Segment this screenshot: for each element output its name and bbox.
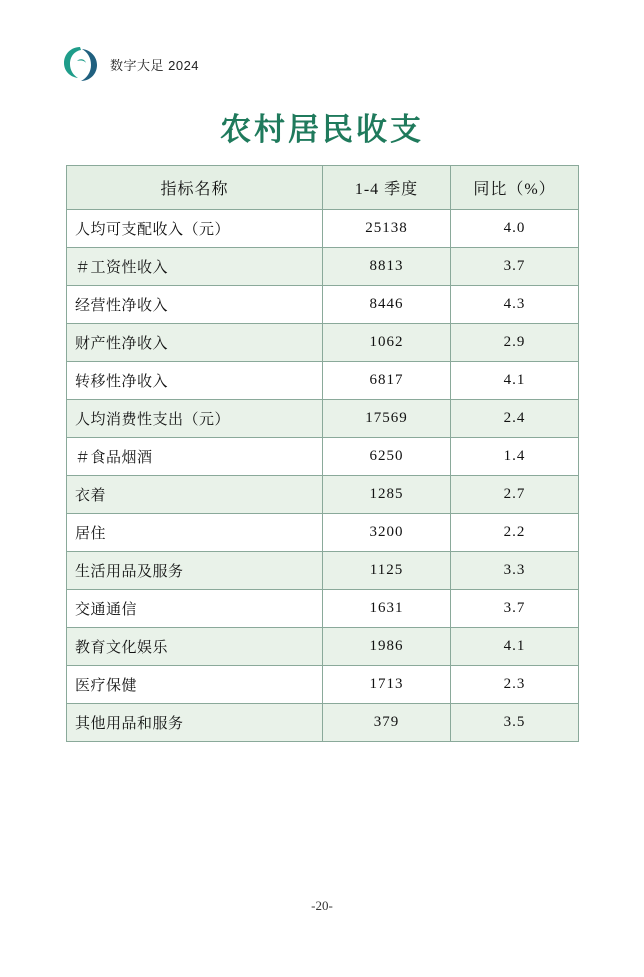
row-yoy: 4.1 [451,628,579,666]
row-value: 8446 [323,286,451,324]
row-yoy: 3.5 [451,704,579,742]
table-row [67,628,579,666]
table-header-row [67,166,579,210]
row-yoy: 2.3 [451,666,579,704]
leaf-swirl-logo-icon [60,44,100,84]
row-value: 17569 [323,400,451,438]
row-label: 人均可支配收入（元） [67,210,323,248]
row-label: 交通通信 [67,590,323,628]
column-header-yoy: 同比（%） [451,166,579,210]
table-row [67,362,579,400]
row-value: 8813 [323,248,451,286]
table-row [67,248,579,286]
row-label: 衣着 [67,476,323,514]
brand-label: 数字大足 2024 [110,57,200,73]
row-label: 财产性净收入 [67,324,323,362]
table-row [67,324,579,362]
table-row [67,666,579,704]
row-label: 医疗保健 [67,666,323,704]
row-value: 379 [323,704,451,742]
row-label: ＃工资性收入 [67,248,323,286]
table-row [67,514,579,552]
page-title: 农村居民收支 [220,112,424,147]
table-row [67,438,579,476]
row-label: ＃食品烟酒 [67,438,323,476]
row-value: 6817 [323,362,451,400]
row-yoy: 3.7 [451,590,579,628]
row-value: 1125 [323,552,451,590]
row-value: 1631 [323,590,451,628]
row-yoy: 4.0 [451,210,579,248]
row-value: 3200 [323,514,451,552]
table-row [67,286,579,324]
row-yoy: 4.1 [451,362,579,400]
row-label: 生活用品及服务 [67,552,323,590]
table-row [67,210,579,248]
table-row [67,476,579,514]
row-yoy: 3.3 [451,552,579,590]
row-yoy: 2.2 [451,514,579,552]
row-label: 转移性净收入 [67,362,323,400]
row-value: 1986 [323,628,451,666]
column-header-indicator: 指标名称 [67,166,323,210]
table-row [67,552,579,590]
page-number: -20- [311,898,333,913]
row-value: 25138 [323,210,451,248]
column-header-period: 1-4 季度 [323,166,451,210]
row-label: 其他用品和服务 [67,704,323,742]
row-yoy: 3.7 [451,248,579,286]
row-label: 居住 [67,514,323,552]
row-value: 1062 [323,324,451,362]
row-label: 教育文化娱乐 [67,628,323,666]
data-table-container [66,165,578,742]
table-row [67,590,579,628]
row-yoy: 2.7 [451,476,579,514]
row-value: 1713 [323,666,451,704]
table-row [67,704,579,742]
row-yoy: 1.4 [451,438,579,476]
row-value: 1285 [323,476,451,514]
row-label: 经营性净收入 [67,286,323,324]
row-yoy: 4.3 [451,286,579,324]
document-header [60,44,199,84]
row-label: 人均消费性支出（元） [67,400,323,438]
row-yoy: 2.9 [451,324,579,362]
table-row [67,400,579,438]
rural-resident-income-expenditure-table [66,165,579,742]
row-value: 6250 [323,438,451,476]
row-yoy: 2.4 [451,400,579,438]
